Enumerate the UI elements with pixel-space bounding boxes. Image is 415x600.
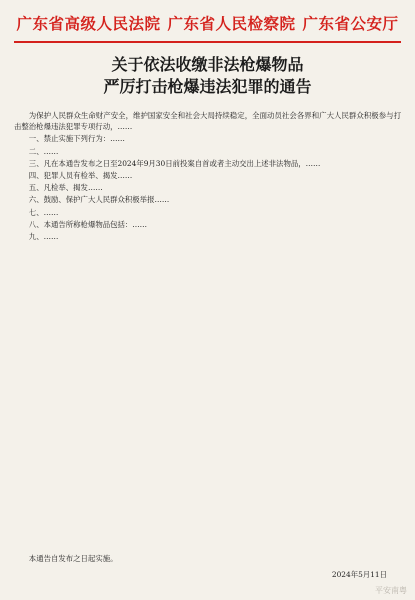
section-number: 八、 [28,219,44,229]
source-watermark: 平安南粤 [375,586,407,595]
section-paragraph [14,182,401,193]
section-paragraph [14,146,401,157]
section-number: 一、 [28,134,44,144]
section-paragraph [14,219,401,230]
intro-paragraph: 为保护人民群众生命财产安全，维护国家安全和社会大局持续稳定，全面动员社会各界和广大人民群众积极参与打击整治枪爆违法犯罪专项行动，…… [14,111,401,132]
section-number: 二、 [28,146,44,156]
section-paragraph [14,194,401,205]
notice-body [14,110,401,552]
section-text: 禁止实施下列行为：…… [43,134,125,144]
section-list [14,133,401,242]
section-text: 凡在本通告发布之日至2024年9月30日前投案自首或者主动交出上述非法物品，…… [43,158,321,168]
section-text: 犯罪人员有检举、揭发…… [43,171,133,181]
section-paragraph [14,158,401,169]
section-paragraph [14,231,401,242]
section-paragraph [14,133,401,144]
issuer-procuratorate: 广东省人民检察院 [167,14,296,33]
issuer-header [0,12,415,34]
section-text: …… [43,146,59,156]
issue-date: 2024年5月11日 [331,570,387,579]
section-paragraph [14,170,401,181]
header-divider [14,41,401,43]
section-paragraph [14,207,401,218]
issuer-public-security: 广东省公安厅 [302,14,399,33]
section-text: 凡检举、揭发…… [43,183,103,193]
notice-title [20,54,395,98]
issuer-court: 广东省高级人民法院 [16,14,161,33]
section-number: 九、 [28,232,44,242]
section-text: 鼓励、保护广大人民群众积极举报…… [43,195,170,205]
section-number: 六、 [28,195,44,205]
title-line-1: 关于依法收缴非法枪爆物品 [111,55,304,74]
section-number: 五、 [28,183,44,193]
section-number: 四、 [28,171,44,181]
title-line-2: 严厉打击枪爆违法犯罪的通告 [103,77,312,96]
section-text: …… [43,232,59,242]
section-text: 本通告所称枪爆物品包括：…… [43,219,148,229]
closing-line: 本通告自发布之日起实施。 [28,554,118,563]
section-text: …… [43,207,59,217]
section-number: 七、 [28,207,44,217]
section-number: 三、 [28,158,44,168]
